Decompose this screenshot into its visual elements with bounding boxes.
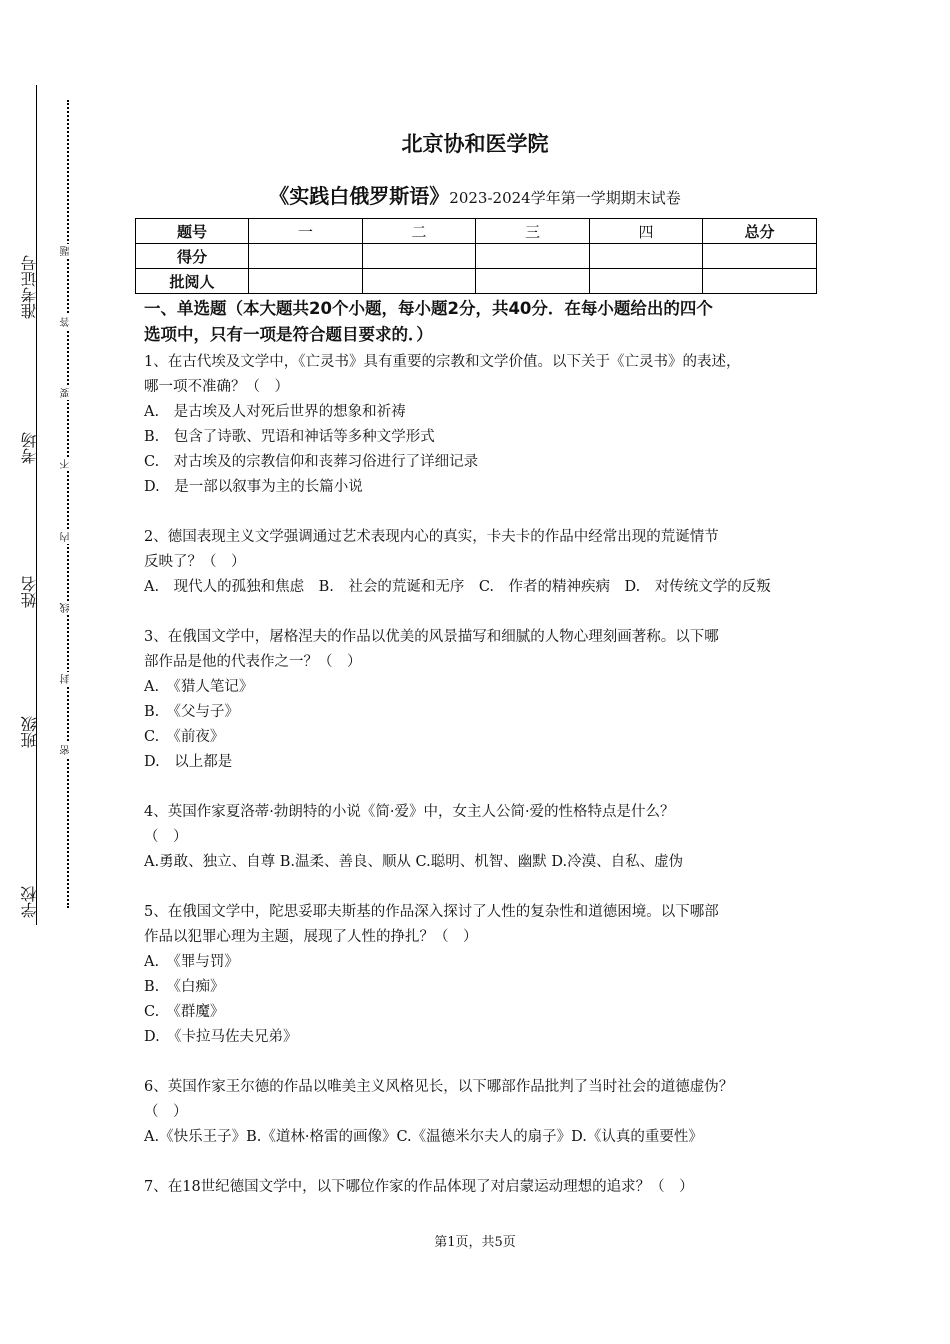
question-stem: 3、在俄国文学中，屠格涅夫的作品以优美的风景描写和细腻的人物心理刻画著称。以下哪 — [144, 629, 719, 645]
score-cell — [249, 244, 363, 269]
option: A. 现代人的孤独和焦虑 B. 社会的荒诞和无序 C. 作者的精神疾病 D. 对传统文学的反叛 — [144, 579, 771, 595]
score-row-label: 得分 — [136, 244, 249, 269]
page-footer: 第1页，共5页 — [434, 1235, 516, 1250]
question-6 — [144, 1075, 814, 1150]
exam-title — [0, 180, 950, 209]
section-title — [144, 296, 814, 348]
exam-content — [144, 296, 814, 1225]
question-stem: 反映了？（ ） — [144, 554, 246, 570]
score-table-header — [136, 219, 817, 244]
option: D. 《卡拉马佐夫兄弟》 — [144, 1029, 298, 1045]
option: B. 包含了诗歌、咒语和神话等多种文学形式 — [144, 429, 435, 445]
seal-char: 线 — [58, 601, 76, 615]
term-info: 2023-2024学年第一学期期末试卷 — [449, 189, 681, 207]
reviewer-cell — [590, 269, 703, 294]
score-table — [135, 218, 817, 294]
reviewer-row-label: 批阅人 — [136, 269, 249, 294]
reviewer-cell — [476, 269, 590, 294]
school-title: 北京协和医学院 — [401, 132, 549, 156]
score-header-cell: 题号 — [136, 219, 249, 244]
reviewer-cell — [249, 269, 363, 294]
question-7 — [144, 1175, 814, 1200]
seal-char: 不 — [58, 457, 76, 471]
question-stem: 部作品是他的代表作之一？（ ） — [144, 654, 362, 670]
class-label: 班级 — [20, 716, 39, 748]
option: A.勇敢、独立、自尊 B.温柔、善良、顺从 C.聪明、机智、幽默 D.冷漠、自私、虚伪 — [144, 854, 684, 870]
course-name: 《实践白俄罗斯语》 — [269, 184, 450, 208]
question-stem: 5、在俄国文学中，陀思妥耶夫斯基的作品深入探讨了人性的复杂性和道德困境。以下哪部 — [144, 904, 719, 920]
score-row — [136, 244, 817, 269]
option: A. 《罪与罚》 — [144, 954, 239, 970]
reviewer-cell — [703, 269, 817, 294]
binding-line — [36, 85, 37, 925]
seal-char: 答 — [58, 315, 76, 329]
score-cell — [703, 244, 817, 269]
question-2 — [144, 525, 814, 600]
score-header-cell: 一 — [249, 219, 363, 244]
seal-char: 封 — [58, 672, 76, 686]
question-stem: 4、英国作家夏洛蒂·勃朗特的小说《简·爱》中，女主人公简·爱的性格特点是什么？ — [144, 804, 675, 820]
question-stem: （ ） — [144, 829, 188, 845]
reviewer-cell — [363, 269, 476, 294]
question-stem: 6、英国作家王尔德的作品以唯美主义风格见长，以下哪部作品批判了当时社会的道德虚伪？ — [144, 1079, 734, 1095]
question-stem: 1、在古代埃及文学中，《亡灵书》具有重要的宗教和文学价值。以下关于《亡灵书》的表述， — [144, 354, 741, 370]
seal-char: 内 — [58, 530, 76, 544]
school-label: 学校 — [20, 886, 39, 918]
score-header-cell: 三 — [476, 219, 590, 244]
option: C. 对古埃及的宗教信仰和丧葬习俗进行了详细记录 — [144, 454, 479, 470]
option: C. 《前夜》 — [144, 729, 225, 745]
question-3 — [144, 625, 814, 775]
question-stem: （ ） — [144, 1104, 188, 1120]
question-4 — [144, 800, 814, 875]
seal-char: 要 — [58, 386, 76, 400]
question-stem: 哪一项不准确？（ ） — [144, 379, 289, 395]
option: B. 《白痴》 — [144, 979, 225, 995]
seal-dotted-line — [67, 100, 69, 908]
option: C. 《群魔》 — [144, 1004, 225, 1020]
score-header-cell: 二 — [363, 219, 476, 244]
reviewer-row — [136, 269, 817, 294]
exam-room-label: 考场 — [20, 432, 39, 464]
question-stem: 作品以犯罪心理为主题，展现了人性的挣扎？（ ） — [144, 929, 478, 945]
question-stem: 2、德国表现主义文学强调通过艺术表现内心的真实，卡夫卡的作品中经常出现的荒诞情节 — [144, 529, 719, 545]
score-cell — [363, 244, 476, 269]
question-stem: 7、在18世纪德国文学中，以下哪位作家的作品体现了对启蒙运动理想的追求？（ ） — [144, 1179, 694, 1195]
seal-char: 题 — [58, 244, 76, 258]
name-label: 姓名 — [20, 576, 39, 608]
section-title-line: 选项中，只有一项是符合题目要求的．） — [144, 325, 433, 344]
question-5 — [144, 900, 814, 1050]
question-1 — [144, 350, 814, 500]
score-header-cell: 四 — [590, 219, 703, 244]
option: A. 《猎人笔记》 — [144, 679, 254, 695]
option: B. 《父与子》 — [144, 704, 240, 720]
option: A. 是古埃及人对死后世界的想象和祈祷 — [144, 404, 406, 420]
exam-number-label: 准考证号 — [20, 255, 39, 319]
option: D. 以上都是 — [144, 754, 233, 770]
seal-char: 密 — [58, 743, 76, 757]
score-cell — [476, 244, 590, 269]
option: D. 是一部以叙事为主的长篇小说 — [144, 479, 363, 495]
score-cell — [590, 244, 703, 269]
section-title-line: 一、单选题（本大题共20个小题，每小题2分，共40分．在每小题给出的四个 — [144, 299, 713, 318]
option: A.《快乐王子》B.《道林·格雷的画像》C.《温德米尔夫人的扇子》D.《认真的重要性》 — [144, 1129, 703, 1145]
score-header-cell: 总分 — [703, 219, 817, 244]
